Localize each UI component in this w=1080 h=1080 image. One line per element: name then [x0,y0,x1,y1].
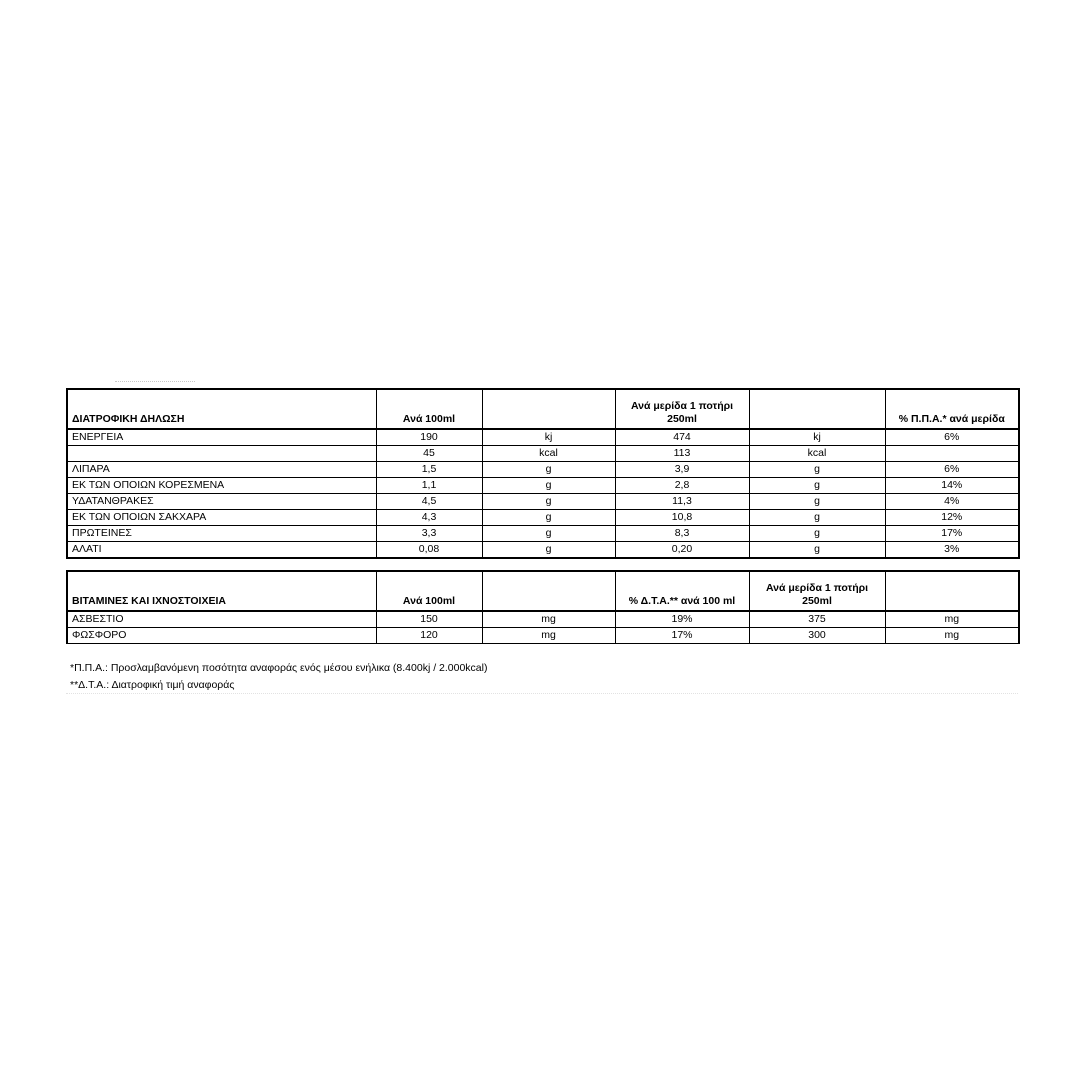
ppa-percent: 17% [885,526,1019,542]
header-dta-percent: % Δ.Τ.Α.** ανά 100 ml [615,571,749,611]
unit: g [749,494,885,510]
unit: mg [482,611,615,628]
table-row [67,446,1019,462]
unit: g [482,510,615,526]
table-row [67,542,1019,559]
vitamins-minerals-table [66,570,1020,644]
unit: mg [885,628,1019,644]
value-per-serving: 10,8 [615,510,749,526]
ppa-percent: 3% [885,542,1019,559]
header-unit [749,389,885,429]
value-per-100ml: 120 [376,628,482,644]
value-per-100ml: 0,08 [376,542,482,559]
value-per-serving: 474 [615,429,749,446]
unit: g [482,494,615,510]
value-per-serving: 2,8 [615,478,749,494]
unit: g [482,478,615,494]
ppa-percent: 4% [885,494,1019,510]
table-row [67,494,1019,510]
header-per-serving: Ανά μερίδα 1 ποτήρι 250ml [749,571,885,611]
value-per-serving: 8,3 [615,526,749,542]
header-vitamins-minerals: ΒΙΤΑΜΙΝΕΣ ΚΑΙ ΙΧΝΟΣΤΟΙΧΕΙΑ [67,571,376,611]
value-per-100ml: 3,3 [376,526,482,542]
value-per-serving: 375 [749,611,885,628]
header-nutrition-declaration: ΔΙΑΤΡΟΦΙΚΗ ΔΗΛΩΣΗ [67,389,376,429]
ppa-percent: 6% [885,462,1019,478]
nutrient-name: ΕΚ ΤΩΝ ΟΠΟΙΩΝ ΚΟΡΕΣΜΕΝΑ [67,478,376,494]
value-per-serving: 300 [749,628,885,644]
unit: g [482,542,615,559]
table-row [67,628,1019,644]
dta-percent: 19% [615,611,749,628]
dta-percent: 17% [615,628,749,644]
nutrient-name: ΥΔΑΤΑΝΘΡΑΚΕΣ [67,494,376,510]
nutrient-name [67,446,376,462]
table-row [67,611,1019,628]
header-per-100ml: Ανά 100ml [376,389,482,429]
nutrient-name: ΑΛΑΤΙ [67,542,376,559]
value-per-serving: 0,20 [615,542,749,559]
unit: mg [885,611,1019,628]
unit: kj [749,429,885,446]
unit: g [749,510,885,526]
table-row [67,478,1019,494]
value-per-serving: 11,3 [615,494,749,510]
nutrient-name: ΠΡΩΤΕΙΝΕΣ [67,526,376,542]
value-per-100ml: 190 [376,429,482,446]
faint-artifact [115,381,195,385]
unit: kcal [749,446,885,462]
ppa-percent: 12% [885,510,1019,526]
value-per-100ml: 4,3 [376,510,482,526]
value-per-100ml: 1,1 [376,478,482,494]
unit: g [749,542,885,559]
header-unit [482,571,615,611]
header-per-serving: Ανά μερίδα 1 ποτήρι 250ml [615,389,749,429]
value-per-100ml: 4,5 [376,494,482,510]
nutrition-declaration-table [66,388,1020,559]
unit: kj [482,429,615,446]
footnote-ppa: *Π.Π.Α.: Προσλαμβανόμενη ποσότητα αναφοράς ενός μέσου ενήλικα (8.400kj / 2.000kcal) [70,662,488,674]
table-header-row [67,571,1019,611]
unit: g [482,462,615,478]
ppa-percent [885,446,1019,462]
unit: g [749,478,885,494]
unit: kcal [482,446,615,462]
unit: g [749,462,885,478]
divider [66,693,1018,695]
nutrient-name: ΕΝΕΡΓΕΙΑ [67,429,376,446]
mineral-name: ΦΩΣΦΟΡΟ [67,628,376,644]
header-per-100ml: Ανά 100ml [376,571,482,611]
table-row [67,462,1019,478]
table-row [67,429,1019,446]
value-per-serving: 113 [615,446,749,462]
ppa-percent: 6% [885,429,1019,446]
ppa-percent: 14% [885,478,1019,494]
unit: mg [482,628,615,644]
table-row [67,510,1019,526]
unit: g [749,526,885,542]
unit: g [482,526,615,542]
value-per-100ml: 150 [376,611,482,628]
header-ppa-percent: % Π.Π.Α.* ανά μερίδα [885,389,1019,429]
nutrient-name: ΕΚ ΤΩΝ ΟΠΟΙΩΝ ΣΑΚΧΑΡΑ [67,510,376,526]
header-unit [885,571,1019,611]
footnote-dta: **Δ.Τ.Α.: Διατροφική τιμή αναφοράς [70,679,235,691]
table-header-row [67,389,1019,429]
value-per-serving: 3,9 [615,462,749,478]
value-per-100ml: 45 [376,446,482,462]
mineral-name: ΑΣΒΕΣΤΙΟ [67,611,376,628]
value-per-100ml: 1,5 [376,462,482,478]
nutrient-name: ΛΙΠΑΡΑ [67,462,376,478]
table-row [67,526,1019,542]
header-unit [482,389,615,429]
